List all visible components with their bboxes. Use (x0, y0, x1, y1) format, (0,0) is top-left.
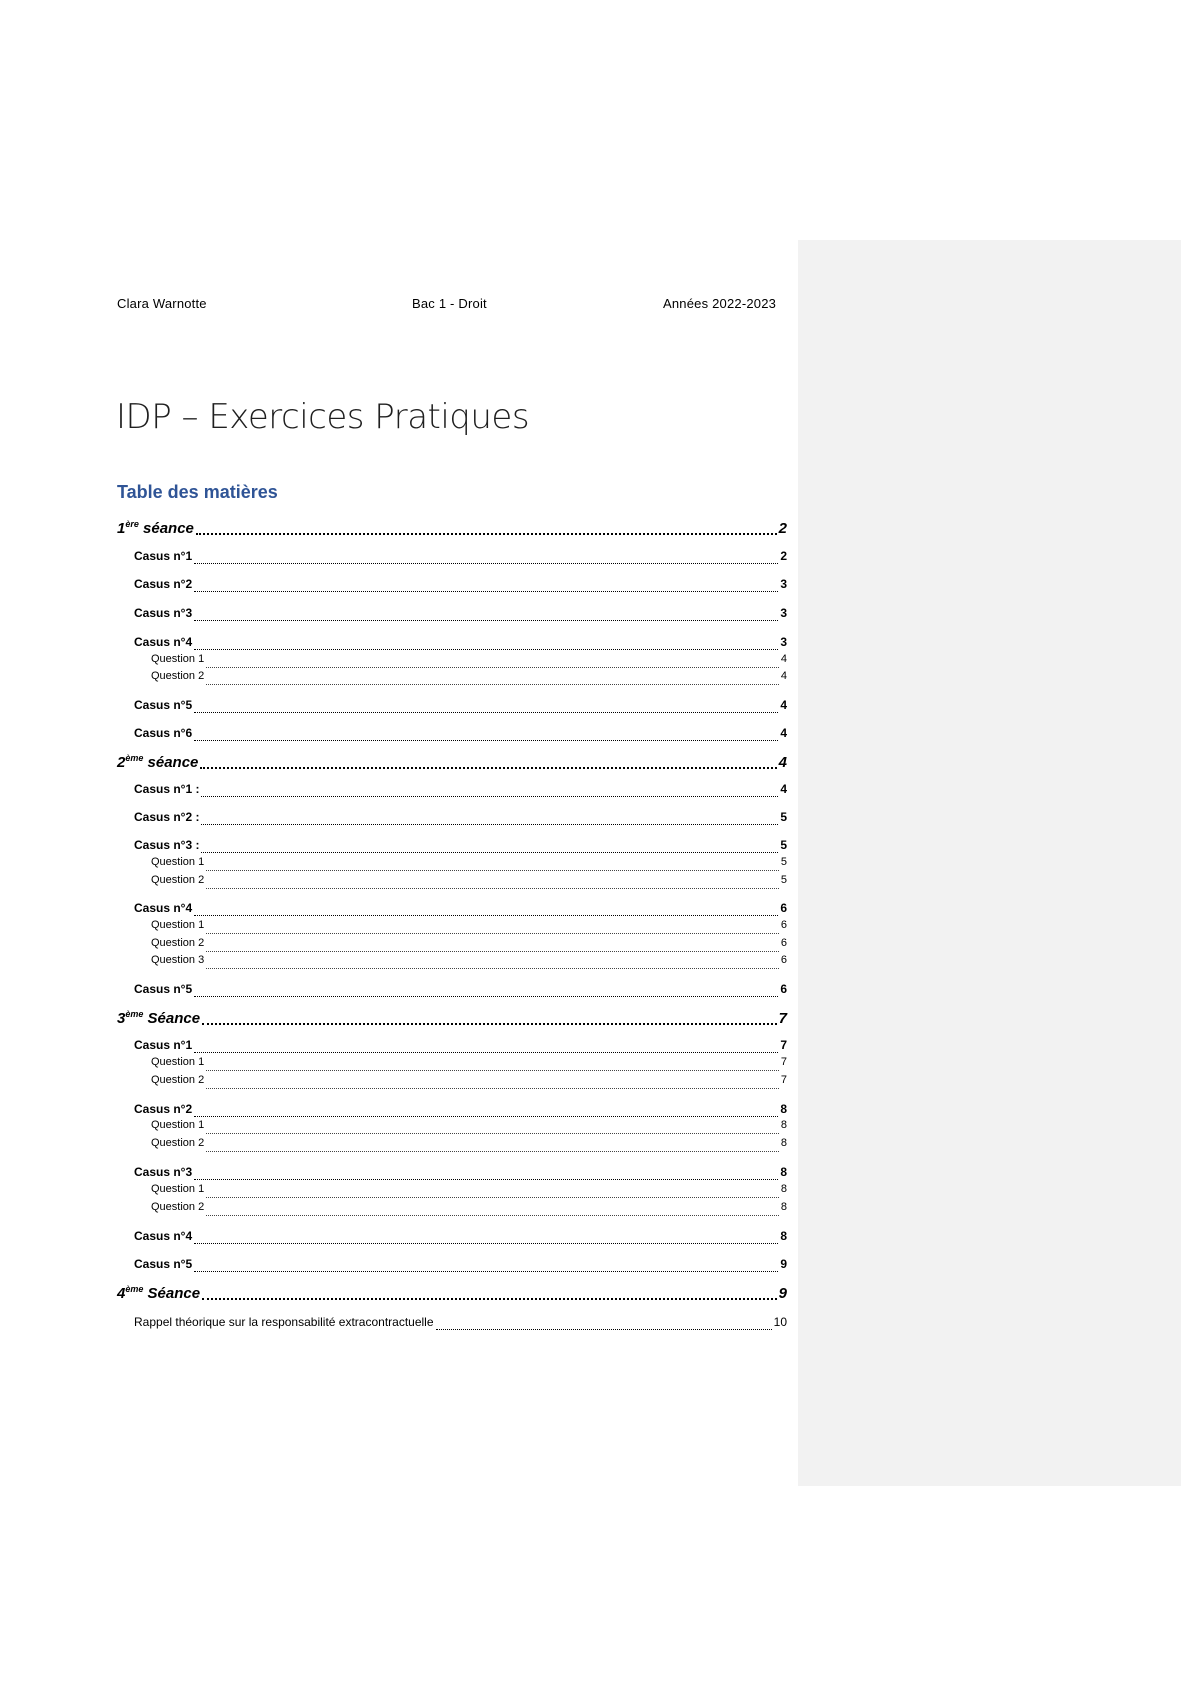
toc-entry-label: Casus n°2 : (134, 810, 200, 824)
toc-entry-label: Question 2 (151, 937, 205, 949)
toc-dot-leader (206, 1187, 779, 1198)
toc-dot-leader (194, 639, 778, 650)
toc-heading: Table des matières (117, 482, 278, 502)
toc-entry-label: Casus n°6 (134, 726, 193, 740)
toc-entry-casus[interactable] (117, 1165, 787, 1183)
toc-session-word: Séance (143, 1010, 201, 1027)
toc-entry-label: Casus n°1 (134, 549, 193, 563)
toc-page-number: 7 (778, 1010, 787, 1027)
toc-entry-casus[interactable] (117, 901, 787, 919)
toc-entry-casus[interactable] (117, 577, 787, 595)
toc-session-ordinal: ème (125, 753, 144, 763)
header-author: Clara Warnotte (117, 296, 207, 311)
toc-entry-label: Rappel théorique sur la responsabilité extracontractuelle (134, 1315, 434, 1329)
toc-page-number: 8 (780, 1165, 787, 1179)
toc-page-number: 5 (780, 856, 787, 868)
toc-entry-label: Question 1 (151, 1119, 205, 1131)
toc-dot-leader (194, 553, 778, 564)
toc-entry-label (117, 520, 194, 537)
toc-page-number: 7 (780, 1038, 787, 1052)
toc-dot-leader (196, 523, 777, 535)
toc-page-number: 6 (780, 982, 787, 996)
toc-entry-question[interactable] (117, 1201, 787, 1219)
toc-page-number: 6 (780, 937, 787, 949)
toc-dot-leader (194, 1042, 778, 1053)
toc-page-number: 4 (780, 670, 787, 682)
header-course: Bac 1 - Droit (412, 296, 487, 311)
toc-dot-leader (206, 1205, 779, 1216)
toc-page-number: 4 (780, 726, 787, 740)
toc-dot-leader (194, 1169, 778, 1180)
toc-session-word: séance (143, 754, 199, 771)
toc-dot-leader (201, 842, 778, 853)
toc-session-word: séance (138, 520, 194, 537)
toc-entry-label: Casus n°5 (134, 1257, 193, 1271)
toc-entry-casus[interactable] (117, 726, 787, 744)
toc-entry-label: Casus n°1 : (134, 782, 200, 796)
toc-entry-casus[interactable] (117, 698, 787, 716)
toc-page-number: 5 (780, 810, 787, 824)
toc-dot-leader (194, 581, 778, 592)
toc-entry-casus[interactable] (117, 1229, 787, 1247)
toc-entry-label: Question 1 (151, 919, 205, 931)
toc-entry-label: Casus n°4 (134, 1229, 193, 1243)
toc-page-number: 2 (780, 549, 787, 563)
toc-session-ordinal: ème (125, 1009, 144, 1019)
toc-entry-casus[interactable] (117, 1257, 787, 1275)
toc-session-number: 1 (117, 520, 126, 537)
toc-dot-leader (206, 860, 779, 871)
toc-entry-casus[interactable] (117, 549, 787, 567)
toc-entry-question[interactable] (117, 856, 787, 874)
toc-entry-casus[interactable] (117, 838, 787, 856)
toc-entry-label: Casus n°2 (134, 1102, 193, 1116)
toc-session-ordinal: ème (125, 1284, 144, 1294)
toc-dot-leader (194, 730, 778, 741)
toc-entry-label: Question 1 (151, 653, 205, 665)
toc-page-number: 4 (780, 653, 787, 665)
toc-page-number: 6 (780, 919, 787, 931)
toc-dot-leader (201, 786, 778, 797)
toc-entry-casus[interactable] (117, 810, 787, 828)
toc-entry-label: Casus n°3 (134, 1165, 193, 1179)
toc-dot-leader (194, 1106, 778, 1117)
toc-page-number: 10 (773, 1315, 787, 1329)
toc-entry-session[interactable] (117, 520, 787, 538)
toc-dot-leader (206, 1123, 779, 1134)
toc-entry-casus[interactable] (117, 1102, 787, 1120)
toc-session-number: 4 (117, 1285, 126, 1302)
toc-entry-label: Casus n°2 (134, 577, 193, 591)
toc-session-number: 3 (117, 1010, 126, 1027)
toc-dot-leader (206, 674, 779, 685)
toc-entry-casus[interactable] (117, 606, 787, 624)
toc-page-number: 2 (778, 520, 787, 537)
toc-dot-leader (194, 610, 778, 621)
toc-entry-session[interactable] (117, 1010, 787, 1028)
toc-entry-casus[interactable] (117, 782, 787, 800)
toc-dot-leader (202, 1013, 777, 1025)
toc-page-number: 8 (780, 1229, 787, 1243)
toc-dot-leader (206, 958, 779, 969)
toc-page-number: 3 (780, 635, 787, 649)
toc-entry-label: Casus n°1 (134, 1038, 193, 1052)
toc-dot-leader (200, 757, 776, 769)
toc-entry-label: Casus n°4 (134, 635, 193, 649)
toc-entry-casus[interactable] (117, 982, 787, 1000)
toc-entry-label: Question 2 (151, 874, 205, 886)
toc-entry-question[interactable] (117, 1119, 787, 1137)
toc-page-number: 6 (780, 954, 787, 966)
toc-entry-casus[interactable] (117, 1315, 787, 1333)
toc-entry-label: Casus n°5 (134, 698, 193, 712)
toc-session-number: 2 (117, 754, 126, 771)
toc-entry-session[interactable] (117, 1285, 787, 1303)
toc-page-number: 7 (780, 1056, 787, 1068)
toc-page-number: 4 (780, 782, 787, 796)
toc-entry-label: Casus n°5 (134, 982, 193, 996)
toc-entry-question[interactable] (117, 1074, 787, 1092)
toc-entry-question[interactable] (117, 1183, 787, 1201)
toc-page-number: 8 (780, 1119, 787, 1131)
toc-entry-question[interactable] (117, 1137, 787, 1155)
toc-dot-leader (201, 814, 778, 825)
toc-entry-label: Question 3 (151, 954, 205, 966)
toc-entry-label: Casus n°4 (134, 901, 193, 915)
toc-dot-leader (206, 657, 779, 668)
toc-page-number: 5 (780, 838, 787, 852)
toc-page-number: 6 (780, 901, 787, 915)
toc-dot-leader (194, 1261, 778, 1272)
toc-page-number: 4 (778, 754, 787, 771)
toc-entry-label: Question 1 (151, 1056, 205, 1068)
toc-entry-label: Casus n°3 : (134, 838, 200, 852)
toc-dot-leader (436, 1319, 772, 1330)
toc-entry-question[interactable] (117, 1056, 787, 1074)
toc-page-number: 3 (780, 606, 787, 620)
toc-dot-leader (206, 1141, 779, 1152)
header-year: Années 2022-2023 (663, 296, 777, 311)
toc-entry-label: Question 2 (151, 1201, 205, 1213)
toc-page-number: 8 (780, 1201, 787, 1213)
toc-page-number: 8 (780, 1102, 787, 1116)
toc-entry-question[interactable] (117, 954, 787, 972)
toc-entry-label (117, 1285, 200, 1302)
toc-entry-label: Question 2 (151, 1074, 205, 1086)
toc-entry-casus[interactable] (117, 1038, 787, 1056)
toc-dot-leader (194, 1233, 778, 1244)
toc-entry-label (117, 754, 198, 771)
toc-page-number: 9 (780, 1257, 787, 1271)
toc-entry-label: Question 2 (151, 670, 205, 682)
toc-entry-question[interactable] (117, 874, 787, 892)
toc-dot-leader (206, 941, 779, 952)
toc-entry-label: Casus n°3 (134, 606, 193, 620)
toc-page-number: 8 (780, 1183, 787, 1195)
toc-dot-leader (206, 1060, 779, 1071)
toc-dot-leader (206, 923, 779, 934)
toc-page-number: 5 (780, 874, 787, 886)
toc-entry-casus[interactable] (117, 635, 787, 653)
toc-entry-session[interactable] (117, 754, 787, 772)
toc-session-word: Séance (143, 1285, 201, 1302)
toc-dot-leader (194, 986, 778, 997)
toc-entry-question[interactable] (117, 653, 787, 671)
toc-entry-label: Question 2 (151, 1137, 205, 1149)
toc-session-ordinal: ère (125, 519, 139, 529)
toc-entry-label (117, 1010, 200, 1027)
toc-entry-label: Question 1 (151, 1183, 205, 1195)
document-title: IDP – Exercices Pratiques (116, 397, 530, 437)
toc-page-number: 7 (780, 1074, 787, 1086)
toc-page-number: 3 (780, 577, 787, 591)
toc-entry-question[interactable] (117, 937, 787, 955)
comment-pane (798, 240, 1181, 1486)
toc-entry-question[interactable] (117, 670, 787, 688)
toc-page-number: 4 (780, 698, 787, 712)
toc-page-number: 9 (778, 1285, 787, 1302)
toc-dot-leader (202, 1288, 777, 1300)
toc-dot-leader (206, 1078, 779, 1089)
toc-dot-leader (194, 905, 778, 916)
toc-dot-leader (194, 702, 778, 713)
toc-page-number: 8 (780, 1137, 787, 1149)
toc-entry-question[interactable] (117, 919, 787, 937)
toc-dot-leader (206, 878, 779, 889)
toc-entry-label: Question 1 (151, 856, 205, 868)
